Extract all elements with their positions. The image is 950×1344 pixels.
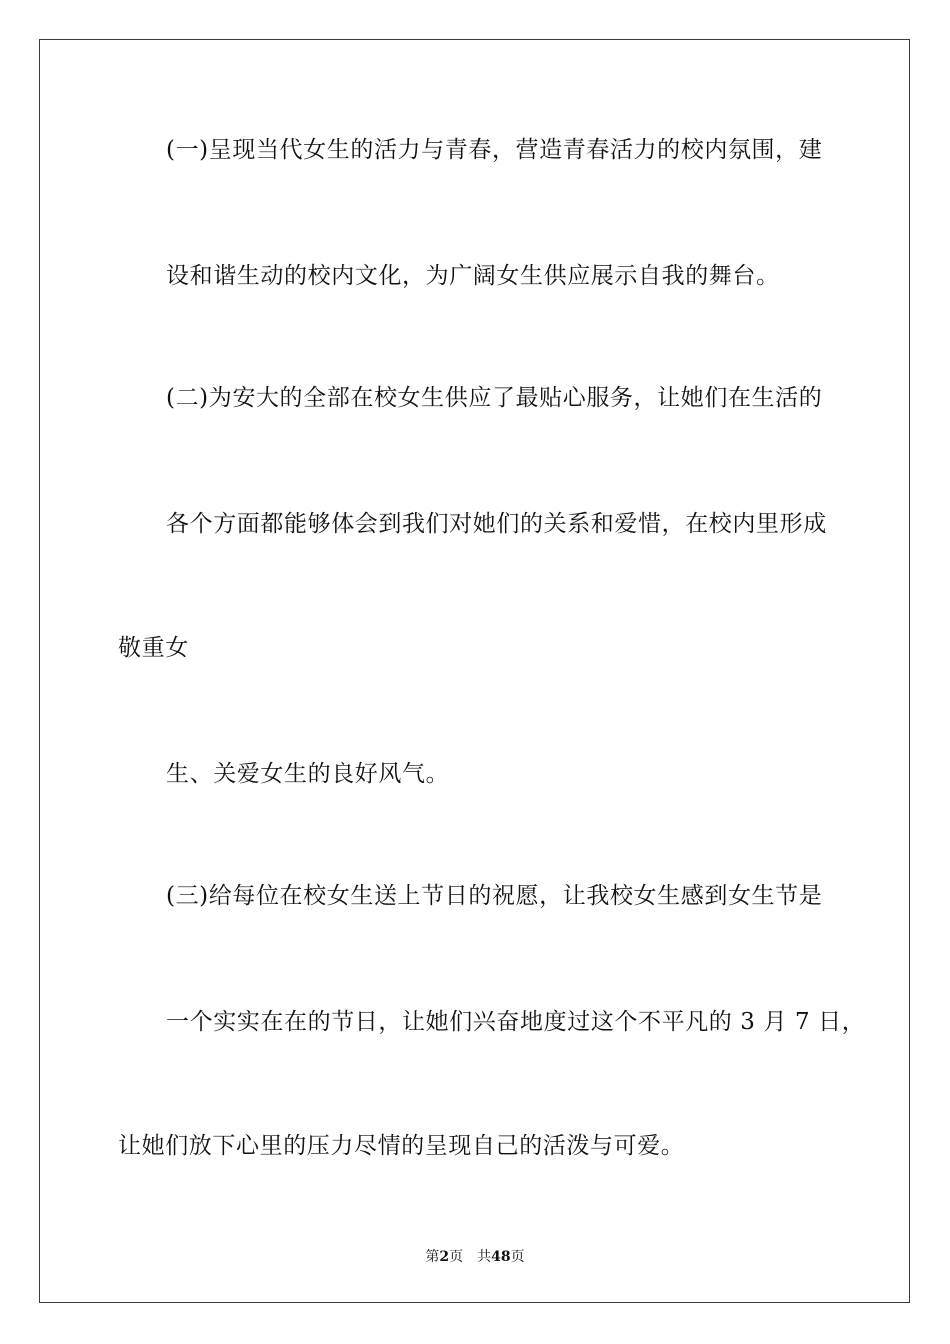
paragraph-2-line-2: 各个方面都能够体会到我们对她们的关系和爱惜，在校内里形成: [166, 511, 827, 537]
paragraph-2-line-1: (二)为安大的全部在校女生供应了最贴心服务，让她们在生活的: [166, 385, 823, 411]
paragraph-3-line-3: 让她们放下心里的压力尽情的呈现自己的活泼与可爱。: [118, 1133, 685, 1159]
paragraph-2-line-4: 生、关爱女生的良好风气。: [166, 761, 450, 787]
page-footer: [0, 1246, 950, 1266]
page-number: 2: [439, 1249, 450, 1265]
paragraph-1-line-1: (一)呈现当代女生的活力与青春，营造青春活力的校内氛围，建: [166, 137, 823, 163]
page-prefix: 第: [425, 1249, 440, 1265]
total-prefix: 共: [477, 1249, 492, 1265]
total-pages: 48: [491, 1249, 511, 1265]
paragraph-3-line-1: (三)给每位在校女生送上节日的祝愿，让我校女生感到女生节是: [166, 883, 823, 909]
paragraph-3-line-2: 一个实实在在的节日，让她们兴奋地度过这个不平凡的 3 月 7 日，: [166, 1009, 866, 1035]
total-suffix: 页: [510, 1249, 525, 1265]
page-suffix: 页: [449, 1249, 464, 1265]
paragraph-2-line-3: 敬重女: [118, 635, 189, 661]
paragraph-1-line-2: 设和谐生动的校内文化，为广阔女生供应展示自我的舞台。: [166, 263, 780, 289]
page-border: [39, 39, 910, 1303]
